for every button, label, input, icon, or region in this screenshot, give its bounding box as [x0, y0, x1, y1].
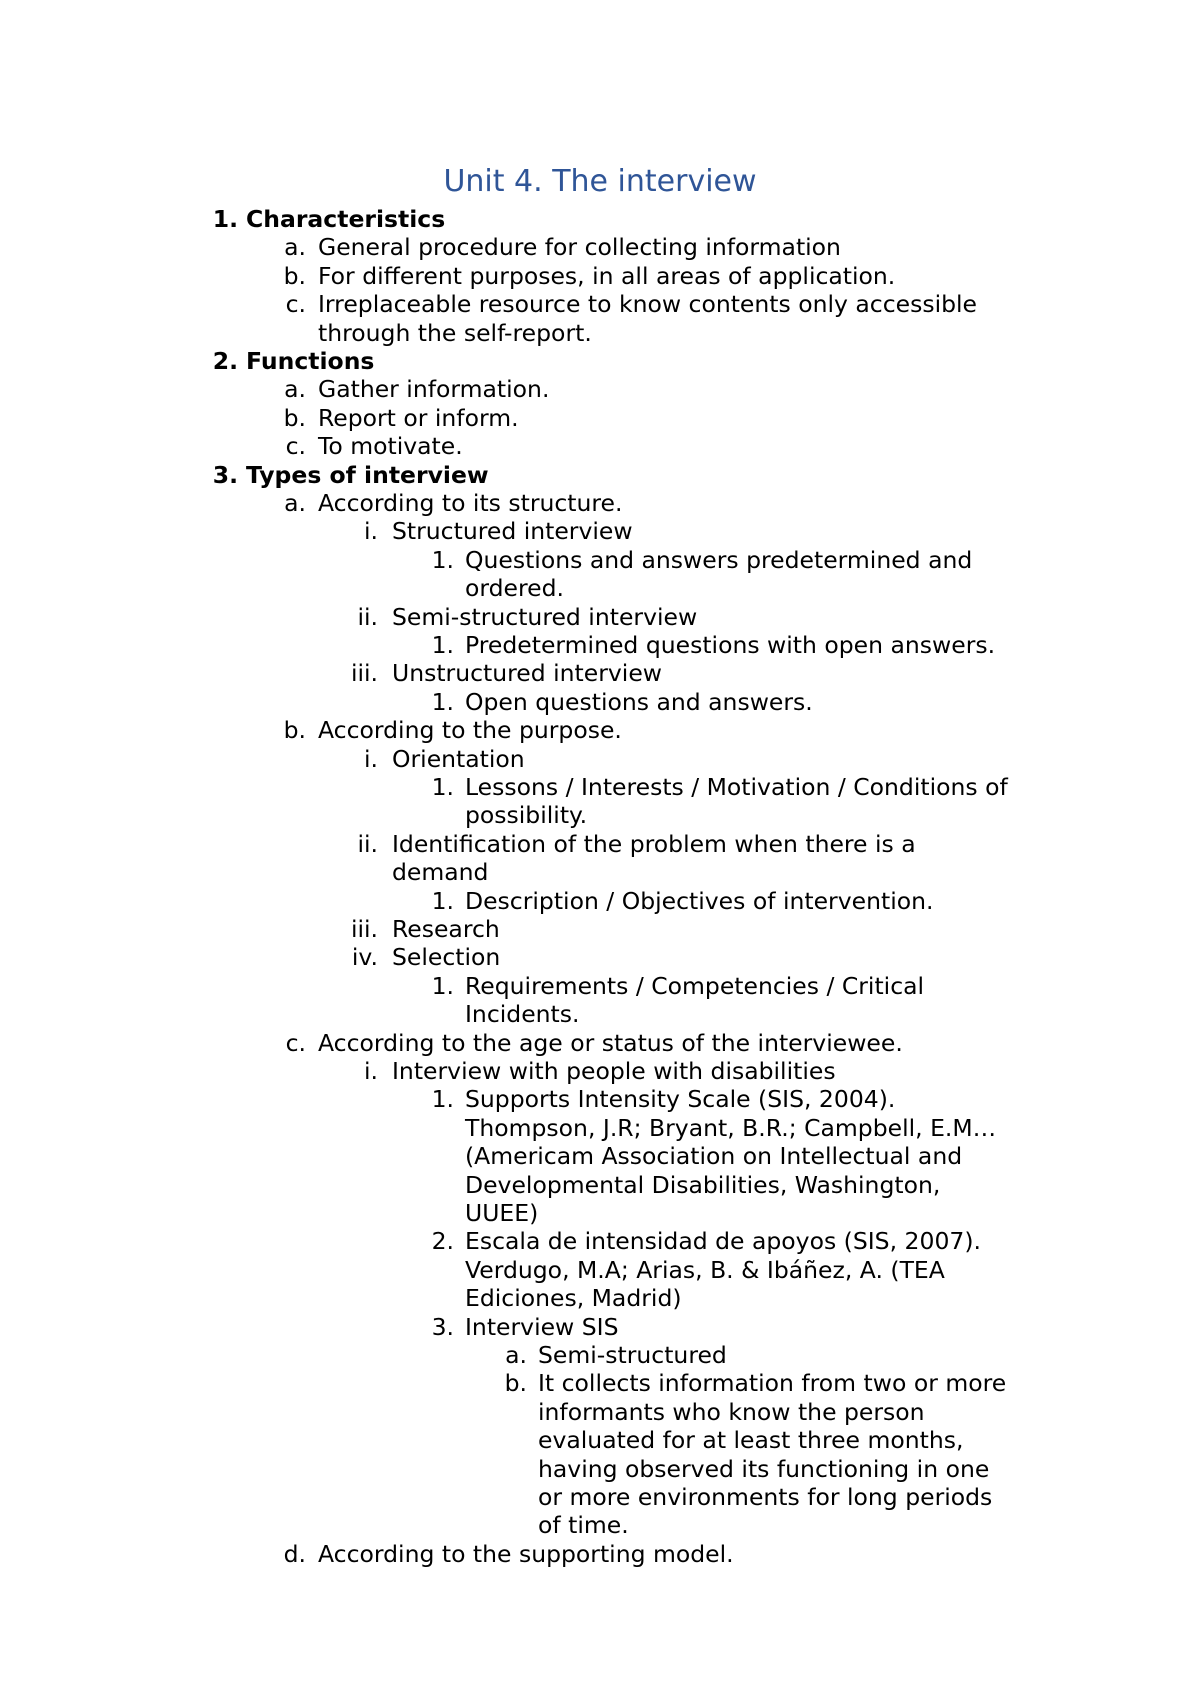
list-marker: b.	[283, 716, 306, 745]
list-marker: 1.	[431, 1085, 454, 1114]
list-item-text: Escala de intensidad de apoyos (SIS, 2007).	[465, 1227, 981, 1256]
list-marker: b.	[283, 403, 306, 432]
list-item-text: Interview with people with disabilities	[392, 1057, 836, 1085]
list-item-text: or more environments for long periods	[538, 1483, 993, 1511]
list-marker: 1.	[431, 773, 454, 801]
list-marker: 2.	[212, 347, 238, 375]
list-marker: 1.	[431, 971, 454, 1000]
list-item-text: Unstructured interview	[392, 659, 662, 688]
list-item-text: Developmental Disabilities, Washington,	[465, 1170, 941, 1199]
list-item-text: informants who know the person	[538, 1397, 925, 1426]
list-item-text: UUEE)	[465, 1199, 539, 1227]
list-marker: i.	[364, 517, 378, 546]
list-item-text: possibility.	[465, 801, 588, 830]
list-marker: a.	[284, 375, 306, 404]
list-marker: ii.	[357, 829, 378, 858]
list-item-text: Research	[392, 915, 500, 943]
list-marker: i.	[364, 1057, 378, 1085]
list-item-text: According to the age or status of the interviewee.	[318, 1028, 903, 1057]
list-item-text: Ediciones, Madrid)	[465, 1284, 682, 1313]
list-item-text: Irreplaceable resource to know contents only accessible	[318, 290, 978, 319]
list-marker: c.	[285, 290, 306, 319]
list-item-text: Functions	[246, 347, 375, 375]
list-marker: 1.	[431, 886, 454, 915]
list-item-text: For different purposes, in all areas of application.	[318, 261, 896, 290]
list-marker: b.	[283, 261, 306, 290]
list-item-text: Verdugo, M.A; Arias, B. & Ibáñez, A. (TEA	[465, 1255, 945, 1284]
list-marker: a.	[284, 233, 306, 262]
list-item-text: Requirements / Competencies / Critical	[465, 971, 925, 1000]
list-item-text: General procedure for collecting information	[318, 233, 841, 262]
list-item-text: Lessons / Interests / Motivation / Conditions of	[465, 773, 1008, 801]
list-item-text: Report or inform.	[318, 403, 519, 432]
list-marker: i.	[364, 744, 378, 773]
list-item-text: According to its structure.	[318, 489, 623, 517]
list-marker: 1.	[431, 545, 454, 574]
list-marker: a.	[505, 1341, 527, 1369]
list-item-text: It collects information from two or more	[538, 1369, 1007, 1398]
list-marker: 3.	[212, 460, 238, 489]
list-marker: 1.	[431, 687, 454, 716]
list-item-text: Characteristics	[246, 205, 446, 233]
list-item-text: of time.	[538, 1511, 629, 1540]
list-marker: iii.	[350, 915, 378, 943]
list-marker: ii.	[357, 602, 378, 631]
list-marker: c.	[285, 432, 306, 461]
list-item-text: Structured interview	[392, 517, 633, 546]
list-item-text: Predetermined questions with open answers.	[465, 631, 996, 659]
list-item-text: Semi-structured interview	[392, 602, 698, 631]
list-item-text: Interview SIS	[465, 1312, 619, 1341]
list-item-text: Supports Intensity Scale (SIS, 2004).	[465, 1085, 896, 1114]
list-marker: c.	[285, 1028, 306, 1057]
list-item-text: Gather information.	[318, 375, 550, 404]
list-marker: 2.	[431, 1227, 454, 1256]
list-item-text: Questions and answers predetermined and	[465, 545, 973, 574]
list-item-text: Open questions and answers.	[465, 687, 813, 716]
document-title: Unit 4. The interview	[443, 164, 757, 199]
list-item-text: demand	[392, 858, 489, 887]
list-item-text: To motivate.	[318, 432, 463, 461]
list-item-text: Orientation	[392, 744, 525, 773]
list-item-text: evaluated for at least three months,	[538, 1426, 964, 1455]
list-marker: d.	[283, 1539, 306, 1568]
list-marker: iii.	[350, 659, 378, 688]
list-item-text: According to the purpose.	[318, 716, 622, 745]
list-item-text: ordered.	[465, 574, 564, 603]
list-item-text: having observed its functioning in one	[538, 1454, 990, 1483]
list-marker: 1.	[431, 631, 454, 659]
list-item-text: through the self-report.	[318, 318, 592, 347]
list-item-text: Identification of the problem when there is a	[392, 829, 916, 858]
list-item-text: Selection	[392, 943, 501, 972]
list-item-text: Semi-structured	[538, 1341, 727, 1369]
list-marker: 3.	[431, 1312, 454, 1341]
list-item-text: Types of interview	[246, 460, 489, 489]
list-marker: a.	[284, 489, 306, 517]
list-item-text: (Americam Association on Intellectual and	[465, 1142, 963, 1171]
list-item-text: Incidents.	[465, 1000, 580, 1029]
list-item-text: Thompson, J.R; Bryant, B.R.; Campbell, E.M…	[465, 1113, 997, 1142]
list-marker: b.	[504, 1369, 527, 1398]
list-item-text: According to the supporting model.	[318, 1539, 734, 1568]
list-item-text: Description / Objectives of intervention.	[465, 886, 934, 915]
list-marker: iv.	[351, 943, 378, 972]
list-marker: 1.	[212, 205, 238, 233]
